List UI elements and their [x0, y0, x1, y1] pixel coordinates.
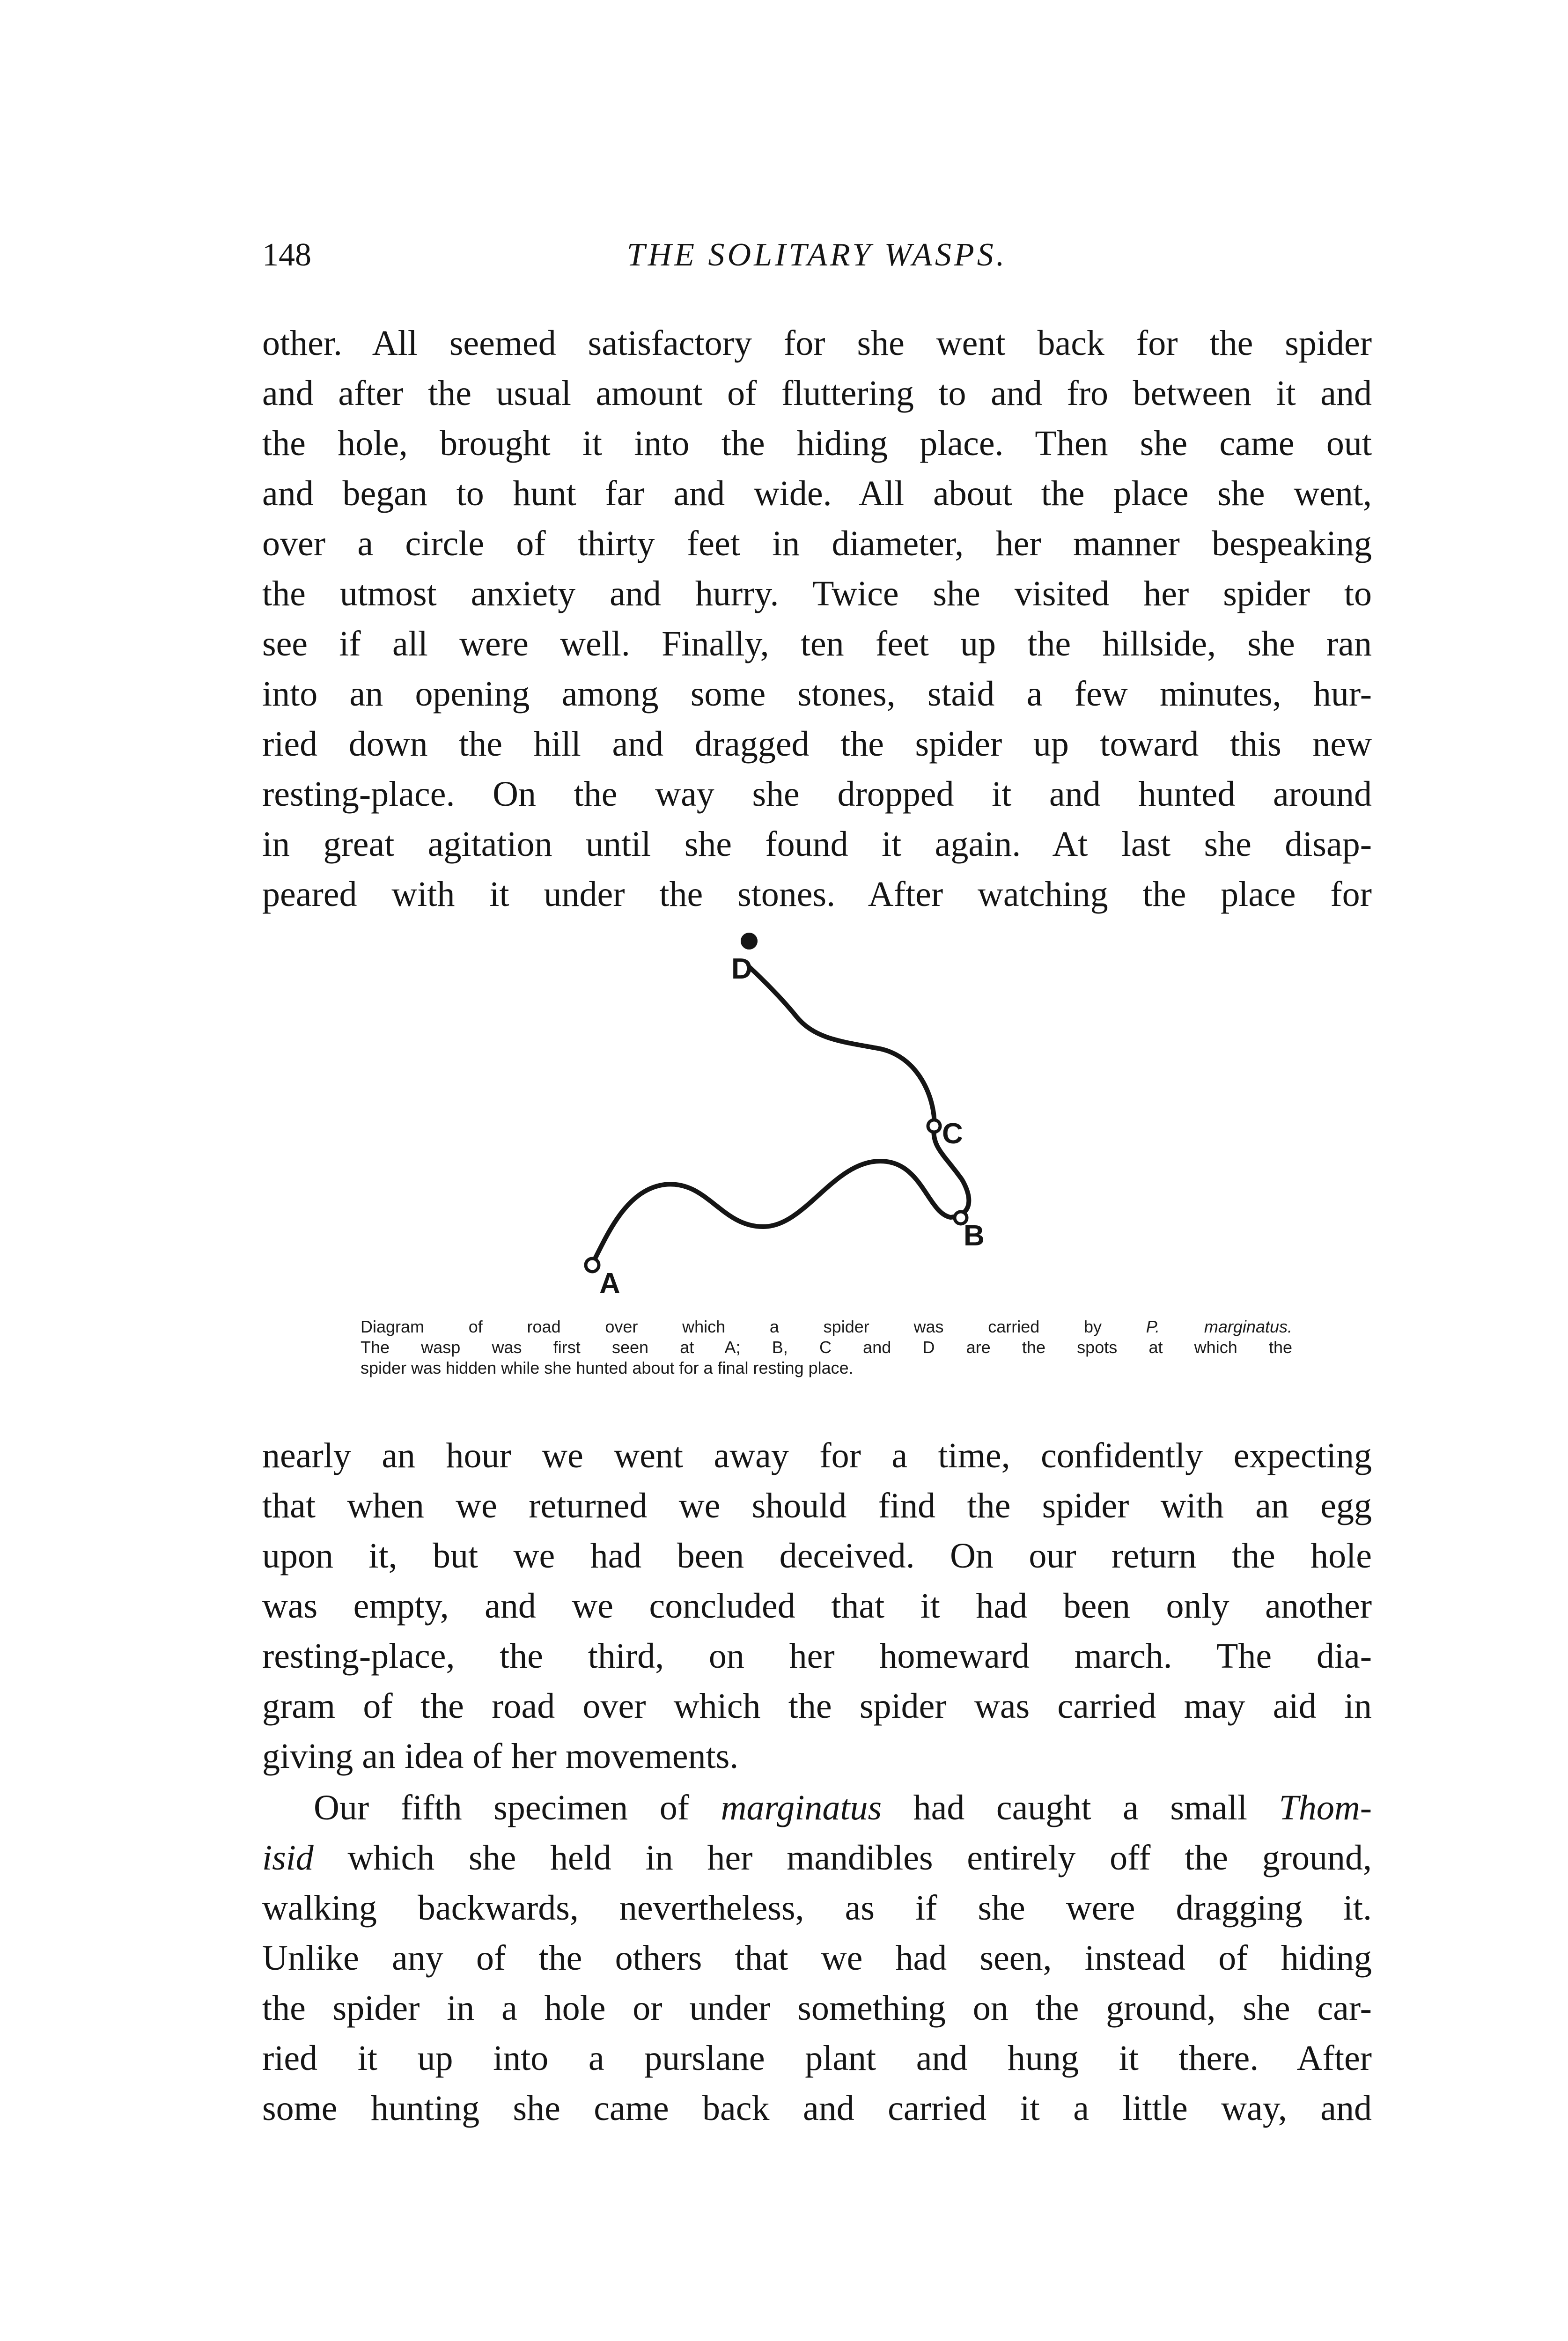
text-line: gram of the road over which the spider was carried may aid in — [262, 1686, 1372, 1726]
text-line: resting-place, the third, on her homeward march. The dia- — [262, 1636, 1372, 1676]
text-line: that when we returned we should find the spider with an egg — [262, 1486, 1372, 1525]
family-name: isid — [262, 1838, 314, 1877]
text-line: into an opening among some stones, staid a few minutes, hur- — [262, 674, 1372, 714]
text-line — [262, 1833, 1372, 1883]
point-c-marker — [928, 1120, 940, 1132]
text-line: some hunting she came back and carried it a little way, and — [262, 2089, 1372, 2128]
text-line: in great agitation until she found it again. At last she disap- — [262, 825, 1372, 864]
caption-line: The wasp was first seen at A; B, C and D are the spots at which the — [361, 1338, 1292, 1357]
text-line: nearly an hour we went away for a time, confidently expecting — [262, 1436, 1372, 1475]
text-line: the utmost anxiety and hurry. Twice she visited her spider to — [262, 574, 1372, 613]
text-line: the spider in a hole or under something on the ground, she car- — [262, 1988, 1372, 2028]
text-line: ried down the hill and dragged the spider up toward this new — [262, 724, 1372, 764]
text-run: had caught a small — [882, 1788, 1279, 1827]
text-line: peared with it under the stones. After watching the place for — [262, 875, 1372, 914]
page-header — [262, 236, 1372, 288]
text-line — [262, 1783, 1372, 1833]
text-line: walking backwards, nevertheless, as if she were dragging it. — [262, 1888, 1372, 1928]
text-run: which she held in her mandibles entirely off the ground, — [313, 1838, 1372, 1877]
text-line: was empty, and we concluded that it had been only another — [262, 1586, 1372, 1626]
text-line: over a circle of thirty feet in diameter, her manner bespeaking — [262, 524, 1372, 563]
text-line: Unlike any of the others that we had seen, instead of hiding — [262, 1938, 1372, 1978]
text-line: and began to hunt far and wide. All about the place she went, — [262, 474, 1372, 513]
text-run: Our fifth specimen of — [314, 1788, 721, 1827]
text-line: giving an idea of her movements. — [262, 1737, 739, 1776]
caption-species: P. marginatus. — [1146, 1317, 1293, 1336]
route-path — [592, 967, 969, 1264]
running-head: THE SOLITARY WASPS. — [626, 237, 1008, 273]
species-name: marginatus — [721, 1788, 882, 1827]
caption-text: Diagram of road over which a spider was carried by — [361, 1317, 1146, 1336]
label-c: C — [942, 1118, 963, 1150]
label-b: B — [964, 1220, 985, 1252]
paragraph-3 — [262, 1783, 1372, 2134]
point-d-marker — [742, 934, 757, 949]
family-name: Thom- — [1279, 1788, 1372, 1827]
text-line: and after the usual amount of fluttering to and fro between it and — [262, 374, 1372, 413]
label-d: D — [731, 953, 752, 985]
text-line: other. All seemed satisfactory for she went back for the spider — [262, 324, 1372, 363]
text-line: upon it, but we had been deceived. On our return the hole — [262, 1536, 1372, 1575]
paragraph-2 — [262, 1431, 1372, 1782]
label-a: A — [599, 1267, 620, 1300]
caption-line: spider was hidden while she hunted about for a final resting place. — [361, 1358, 854, 1377]
route-diagram — [552, 927, 1161, 1311]
diagram-caption — [361, 1317, 1292, 1378]
text-line: see if all were well. Finally, ten feet up the hillside, she ran — [262, 624, 1372, 663]
text-line: the hole, brought it into the hiding place. Then she came out — [262, 424, 1372, 463]
text-line: resting-place. On the way she dropped it and hunted around — [262, 774, 1372, 814]
point-a-marker — [586, 1259, 599, 1272]
caption-line — [361, 1317, 1292, 1337]
text-line: ried it up into a purslane plant and hung it there. After — [262, 2039, 1372, 2078]
paragraph-1 — [262, 318, 1372, 920]
page-number: 148 — [262, 237, 311, 273]
